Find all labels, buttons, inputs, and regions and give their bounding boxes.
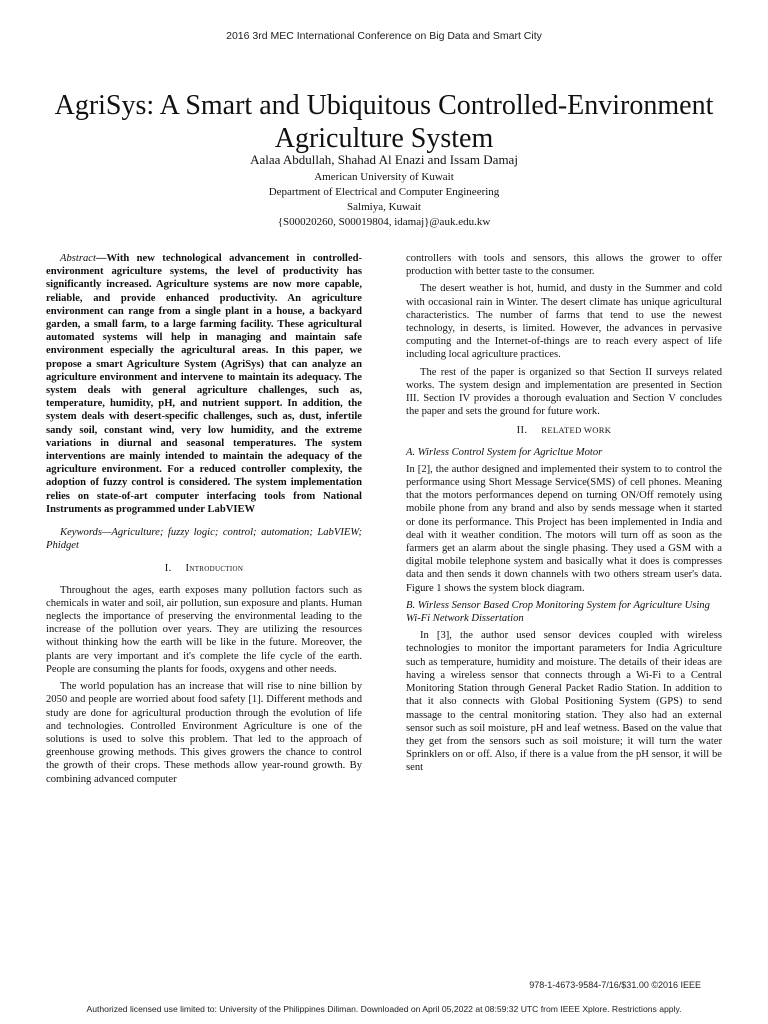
desert-paragraph: The desert weather is hot, humid, and dusty in the Summer and cold with occasional rain in Winter. The desert climate has unique agricultural characteristics. The number of farms that tend to use the newest technology, in deserts, is limited. However, the advances in pervasive computing and the Internet-of-things are to reach every aspect of life including local agriculture practices. xyxy=(406,283,722,361)
section-heading-related-work xyxy=(406,424,722,437)
section-number: II. xyxy=(516,425,528,437)
left-column xyxy=(46,252,362,790)
intro-paragraph-2: The world population has an increase that will rise to nine billion by 2050 and people are worried about food safety [1]. Different methods and study are done for agricultural production through the evolution of life and technologies. Controlled Environment Agriculture is one of the solutions is used to solve this problem. That led to the approach of greenhouse growing methods. This gives growers the chance to control the growth of their crops. These methods allow year-round growth. By combining advanced computer xyxy=(46,681,362,785)
right-column xyxy=(406,252,722,779)
subsection-b-paragraph: In [3], the author used sensor devices coupled with wireless technologies to monitor the important parameters for India Agriculture such as temperature, humidity and moisture. The details of their ideas are having a wireless sensor that connects through a Wi-Fi to a Central Monitoring Station through General Packet Radio Station. In addition to that it also connects with Global Positioning System (GPS) to send massage to the central monitoring station. They also had an external sensor such as soil moisture, pH and leaf wetness. Based on the value that they get from the sensors such as soil moisture; it will turn the water Sprinklers on or off. Also, if there is a value from the pH sensor, it will be sent xyxy=(406,630,722,774)
section-number: I. xyxy=(164,563,172,575)
paper-title: AgriSys: A Smart and Ubiquitous Controlled-Environment Agriculture System xyxy=(54,89,714,154)
author-list: Aalaa Abdullah, Shahad Al Enazi and Issam Damaj xyxy=(250,152,518,167)
affiliation-department: Department of Electrical and Computer Engineering xyxy=(268,186,500,198)
license-footer: Authorized licensed use limited to: University of the Philippines Diliman. Downloaded on April 05,2022 at 08:59:32 UTC from IEEE Xplore. Restrictions apply. xyxy=(86,1004,682,1014)
keywords: Keywords—Agriculture; fuzzy logic; control; automation; LabVIEW; Phidget xyxy=(46,527,362,552)
affiliation-block xyxy=(0,170,768,230)
subsection-a-heading: A. Wirless Control System for Agricltue Motor xyxy=(406,446,603,458)
copyright-notice: 978-1-4673-9584-7/16/$31.00 ©2016 IEEE xyxy=(529,980,701,990)
conference-header: 2016 3rd MEC International Conference on Big Data and Smart City xyxy=(226,30,542,42)
intro-paragraph-continued: controllers with tools and sensors, this allows the grower to offer production with better taste to the consumer. xyxy=(406,253,722,278)
affiliation-emails: {S00020260, S00019804, idamaj}@auk.edu.kw xyxy=(277,216,491,228)
section-title: Introduction xyxy=(185,563,244,575)
section-heading-introduction xyxy=(46,562,362,575)
intro-paragraph-1: Throughout the ages, earth exposes many pollution factors such as chemicals in water and soil, air pollution, sun exposure and plants. Human neglects the importance of preserving the environmental leading to the increase of the pollution over years. They are utilizing the resources without thinking how the earth will be like in the future. Moreover, the plants are very important and it's complete the life cycle of the earth. People are consuming the plants for foods, oxygens and other needs. xyxy=(46,584,362,675)
organization-paragraph: The rest of the paper is organized so that Section II surveys related works. The system design and implementation are presented in Section III. Section IV provides a thorough evaluation and Section V concludes the paper and sets the ground for future work. xyxy=(406,366,722,418)
affiliation-university: American University of Kuwait xyxy=(314,171,454,183)
affiliation-location: Salmiya, Kuwait xyxy=(347,201,421,213)
abstract-lead: Abstract xyxy=(60,253,96,264)
abstract xyxy=(46,252,362,516)
subsection-b-heading: B. Wirless Sensor Based Crop Monitoring System for Agriculture Using Wi-Fi Network Dissertation xyxy=(406,599,710,625)
subsection-a-paragraph: In [2], the author designed and implemented their system to to control the performance using Short Message Service(SMS) of cell phones. Meaning that the motors performances depend on turning ON/Off remotely using mobile phone from any brand and also by sends message when it started or done its performance. This Project has been implemented in India and deal with it weather condition. The motors will turn off as soon as the farmers get an alarm about the single phasing. They used a GSM with a digital mobile telephone system and basically what it does is compresses data and then sends it down channels with two others stream user's data. Figure 1 shows the system block diagram. xyxy=(406,463,722,594)
section-title: RELATED WORK xyxy=(541,425,612,436)
abstract-body: —With new technological advancement in controlled-environment agriculture systems, the level of productivity has significantly increased. Agriculture systems are now more capable, reliable, and provide enhanced productivity. An agriculture environment can range from a single plant in a house, a backyard garden, a small farm, to a large farming facility. These agricultural automated systems will help in managing and maintain safe environment especially the agricultural areas. In this paper, we propose a smart Agriculture System (AgriSys) that can analyze an agriculture environment and intervene to maintain its adequacy. The system deals with general agriculture challenges, such as, temperature, humidity, pH, and nutrient support. In addition, the system deals with desert-specific challenges, such as, dust, infertile sandy soil, constant wind, very low humidity, and the extreme variations in diurnal and seasonal temperatures. The system interventions are mainly intended to maintain the adequacy of the agriculture environment. For a reduced controller complexity, the adoption of fuzzy control is considered. The system implementation relies on state-of-art computer interfacing tools from National Instruments as programmed under LabVIEW xyxy=(46,253,362,515)
